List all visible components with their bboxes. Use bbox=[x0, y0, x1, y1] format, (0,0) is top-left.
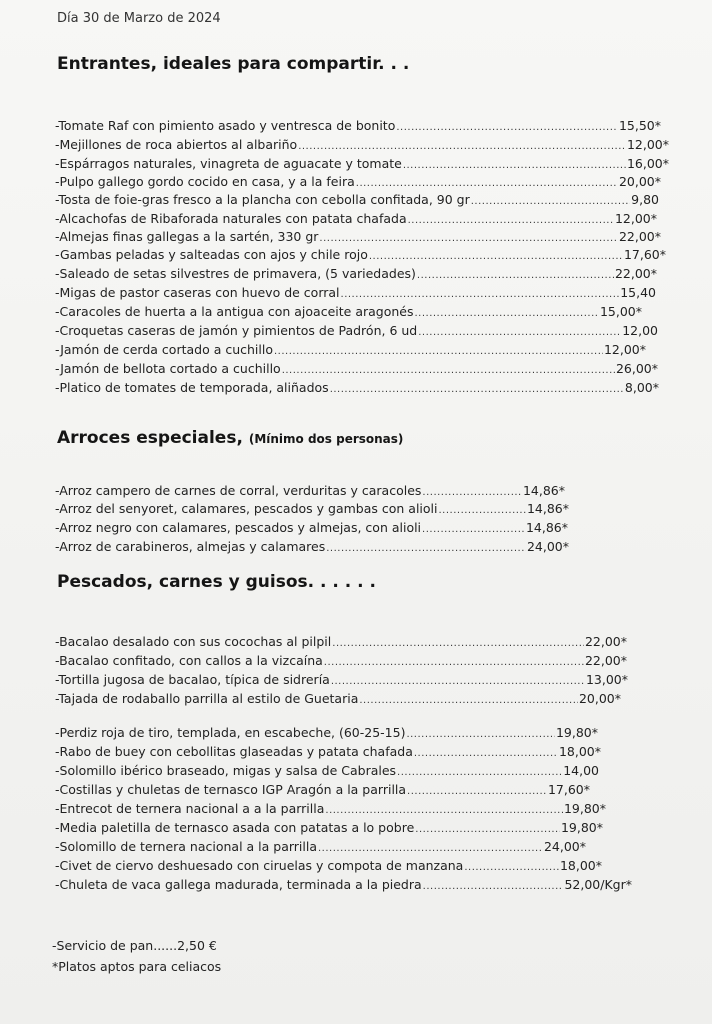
menu-item: -Pulpo gallego gordo cocido en casa, y a la feira ..... 20,00* bbox=[55, 173, 661, 190]
menu-item: -Costillas y chuletas de ternasco IGP Aragón a la parrilla ..... 17,60* bbox=[55, 781, 590, 798]
menu-item: -Arroz del senyoret, calamares, pescados y gambas con alioli ..... 14,86* bbox=[55, 500, 569, 517]
menu-item: -Media paletilla de ternasco asada con patatas a lo pobre ..... 19,80* bbox=[55, 819, 603, 836]
menu-item: -Perdiz roja de tiro, templada, en escabeche, (60-25-15) ..... 19,80* bbox=[55, 724, 598, 741]
menu-item: -Entrecot de ternera nacional a a la parrilla ..... 19,80* bbox=[55, 800, 606, 817]
menu-item: -Civet de ciervo deshuesado con ciruelas y compota de manzana ..... 18,00* bbox=[55, 857, 602, 874]
bread-service-note: -Servicio de pan......2,50 € bbox=[52, 938, 217, 953]
menu-item: -Tajada de rodaballo parrilla al estilo de Guetaria ..... 20,00* bbox=[55, 690, 621, 707]
menu-item: -Tosta de foie-gras fresco a la plancha con cebolla confitada, 90 gr ..... 9,80 bbox=[55, 191, 659, 208]
menu-item: -Gambas peladas y salteadas con ajos y chile rojo ..... 17,60* bbox=[55, 246, 666, 263]
menu-item: -Tortilla jugosa de bacalao, típica de sidrería ..... 13,00* bbox=[55, 671, 628, 688]
section-title-entrantes: Entrantes, ideales para compartir. . . bbox=[57, 54, 410, 74]
menu-item: -Solomillo de ternera nacional a la parrilla ..... 24,00* bbox=[55, 838, 586, 855]
menu-item: -Saleado de setas silvestres de primavera, (5 variedades) ..... 22,00* bbox=[55, 265, 657, 282]
section-note: (Mínimo dos personas) bbox=[248, 432, 404, 446]
menu-item: -Caracoles de huerta a la antigua con ajoaceite aragonés ..... 15,00* bbox=[55, 303, 642, 320]
menu-item: -Rabo de buey con cebollitas glaseadas y patata chafada ..... 18,00* bbox=[55, 743, 601, 760]
menu-item: -Almejas finas gallegas a la sartén, 330 gr ..... 22,00* bbox=[55, 228, 661, 245]
celiac-note: *Platos aptos para celiacos bbox=[52, 959, 222, 974]
menu-item: -Platico de tomates de temporada, aliñados ..... 8,00* bbox=[55, 379, 659, 396]
menu-item: -Jamón de bellota cortado a cuchillo ..... 26,00* bbox=[55, 360, 658, 377]
menu-item: -Migas de pastor caseras con huevo de corral ..... 15,40 bbox=[55, 284, 656, 301]
menu-date: Día 30 de Marzo de 2024 bbox=[57, 11, 221, 26]
menu-item: -Arroz de carabineros, almejas y calamares ..... 24,00* bbox=[55, 538, 569, 555]
menu-item: -Chuleta de vaca gallega madurada, terminada a la piedra ..... 52,00/Kgr* bbox=[55, 876, 632, 893]
section-title-arroces: Arroces especiales, (Mínimo dos personas) bbox=[57, 428, 404, 448]
menu-item: -Alcachofas de Ribaforada naturales con patata chafada ..... 12,00* bbox=[55, 210, 657, 227]
menu-item: -Arroz negro con calamares, pescados y almejas, con alioli ..... 14,86* bbox=[55, 519, 568, 536]
section-title-pescados: Pescados, carnes y guisos. . . . . . bbox=[57, 572, 376, 592]
menu-item: -Tomate Raf con pimiento asado y ventresca de bonito ..... 15,50* bbox=[55, 117, 661, 134]
menu-item: -Jamón de cerda cortado a cuchillo ..... 12,00* bbox=[55, 341, 646, 358]
menu-item: -Croquetas caseras de jamón y pimientos de Padrón, 6 ud ..... 12,00 bbox=[55, 322, 658, 339]
menu-item: -Mejillones de roca abiertos al albariño ..... 12,00* bbox=[55, 136, 669, 153]
menu-item: -Espárragos naturales, vinagreta de aguacate y tomate ..... 16,00* bbox=[55, 155, 669, 172]
menu-item: -Bacalao desalado con sus cocochas al pilpil ..... 22,00* bbox=[55, 633, 627, 650]
menu-item: -Bacalao confitado, con callos a la vizcaína ..... 22,00* bbox=[55, 652, 627, 669]
menu-item: -Arroz campero de carnes de corral, verduritas y caracoles ..... 14,86* bbox=[55, 482, 565, 499]
menu-item: -Solomillo ibérico braseado, migas y salsa de Cabrales ..... 14,00 bbox=[55, 762, 599, 779]
